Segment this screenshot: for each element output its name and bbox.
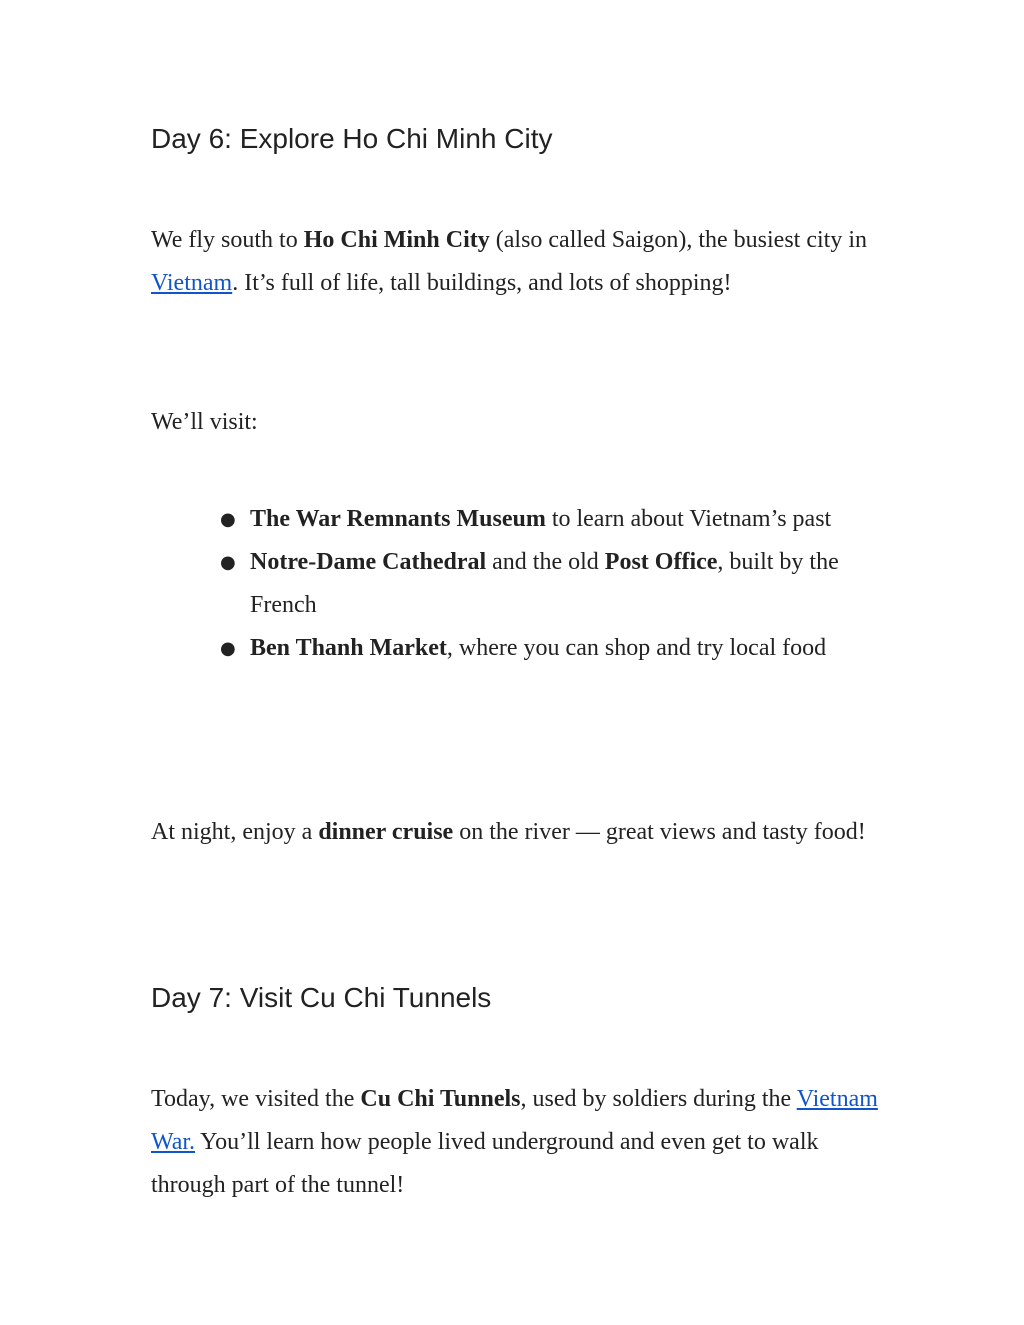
night-text-1: At night, enjoy a xyxy=(151,819,319,845)
item-bold-2: Post Office xyxy=(604,549,718,575)
day7-bold: Cu Chi Tunnels xyxy=(360,1086,521,1112)
day7-text-1: Today, we visited the xyxy=(151,1086,361,1112)
vietnam-war-link[interactable]: Vietnam War. xyxy=(151,1086,878,1155)
day6-heading: Day 6: Explore Ho Chi Minh City xyxy=(151,123,553,154)
day7-text-2: , used by soldiers during the xyxy=(520,1086,797,1112)
item-bold: Notre-Dame Cathedral xyxy=(250,549,487,575)
list-item xyxy=(220,627,880,670)
list-item xyxy=(220,498,880,541)
bullet-icon: ● xyxy=(220,509,236,530)
intro-text-2: (also called Saigon), the busiest city in xyxy=(489,227,867,253)
day6-intro-paragraph xyxy=(151,219,881,305)
night-paragraph xyxy=(151,811,881,854)
intro-bold-city: Ho Chi Minh City xyxy=(303,227,490,253)
item-text: , where you can shop and try local food xyxy=(446,635,827,661)
intro-text-1: We fly south to xyxy=(151,227,304,253)
item-text: to learn about Vietnam’s past xyxy=(545,506,832,532)
list-item xyxy=(220,541,880,627)
visit-label: We’ll visit: xyxy=(151,409,258,435)
visit-list xyxy=(220,498,880,670)
item-bold: Ben Thanh Market xyxy=(250,635,447,661)
night-bold: dinner cruise xyxy=(318,819,454,845)
night-text-2: on the river — great views and tasty food! xyxy=(453,819,866,845)
day7-heading: Day 7: Visit Cu Chi Tunnels xyxy=(151,982,492,1013)
day7-text-3: You’ll learn how people lived underground and even get to walk through part of the tunnel! xyxy=(151,1129,819,1198)
intro-text-3: . It’s full of life, tall buildings, and lots of shopping! xyxy=(232,270,732,296)
day7-paragraph xyxy=(151,1078,881,1207)
item-text: and the old xyxy=(486,549,605,575)
item-bold: The War Remnants Museum xyxy=(250,506,546,532)
bullet-icon: ● xyxy=(220,552,236,573)
bullet-icon: ● xyxy=(220,638,236,659)
item-text-rest: , built by the French xyxy=(250,549,839,618)
vietnam-link[interactable]: Vietnam xyxy=(151,270,233,296)
